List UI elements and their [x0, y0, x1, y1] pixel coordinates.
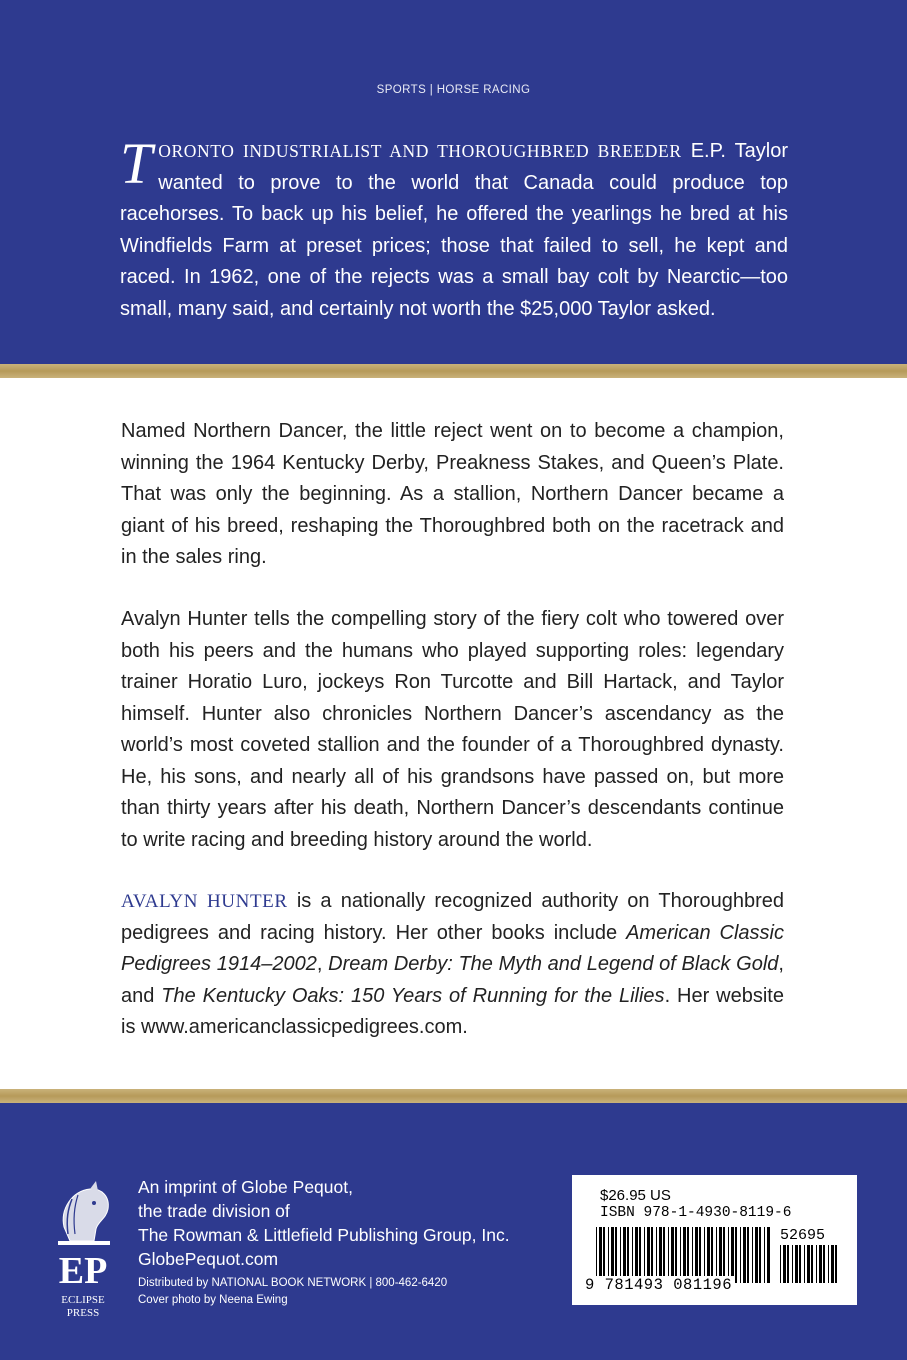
- barcode-bar: [695, 1227, 698, 1283]
- barcode-bar: [823, 1245, 825, 1283]
- barcode-bar: [783, 1245, 786, 1283]
- barcode-bar: [755, 1227, 758, 1283]
- barcode-bar: [711, 1227, 713, 1283]
- description-panel: [0, 378, 907, 1089]
- logo-letters: EP: [58, 1250, 108, 1292]
- barcode-bar: [699, 1227, 701, 1283]
- barcode-bar: [716, 1227, 717, 1283]
- bio-separator-1: ,: [316, 953, 329, 975]
- barcode-bar: [683, 1227, 686, 1283]
- barcode-bar: [675, 1227, 677, 1283]
- barcode-bar: [804, 1245, 805, 1283]
- barcode-bar: [620, 1227, 621, 1283]
- barcode-bar: [687, 1227, 689, 1283]
- barcode-bar: [828, 1245, 829, 1283]
- barcode-bar: [632, 1227, 633, 1283]
- barcode-bar: [831, 1245, 834, 1283]
- barcode-bar: [611, 1227, 614, 1283]
- author-name: AVALYN HUNTER: [121, 891, 288, 912]
- barcode-bar: [651, 1227, 653, 1283]
- imprint-line-2: the trade division of: [138, 1201, 290, 1221]
- intro-text: E.P. Taylor wanted to prove to the world that Canada could produce top racehorses. To back up his belief, he offered the yearlings he bred at his Windfields Farm at preset prices; those that failed to sell, he kept and raced. In 1962, one of the rejects was a small bay colt by Nearctic—too small, many said, and certainly not worth the $25,000 Taylor asked.: [120, 140, 789, 320]
- barcode-bar: [603, 1227, 605, 1283]
- barcode-bar: [615, 1227, 617, 1283]
- imprint-line-3: The Rowman & Littlefield Publishing Group, Inc.: [138, 1225, 510, 1245]
- barcode-bar: [647, 1227, 650, 1283]
- book-title-1: American Classic Pedigrees 1914–2002: [121, 921, 785, 975]
- photo-credit: Cover photo by Neena Ewing: [138, 1293, 288, 1306]
- bio-separator-2: , and: [121, 953, 784, 1007]
- barcode-bar: [811, 1245, 813, 1283]
- eclipse-press-logo-icon: [50, 1179, 116, 1339]
- barcode-bar: [635, 1227, 638, 1283]
- barcode-bar: [743, 1227, 746, 1283]
- barcode-bar: [807, 1245, 810, 1283]
- logo-name-line-1: ECLIPSE: [61, 1294, 105, 1306]
- barcode-bar: [835, 1245, 837, 1283]
- description-paragraph-1: Named Northern Dancer, the little reject went on to become a champion, winning the 1964 Kentucky Derby, Preakness Stakes, and Queen’s Plate. That was only the beginning. As a stallion, Northern Dancer became a giant of his breed, reshaping the Thoroughbred both on the racetrack and in the sales ring.: [121, 420, 784, 568]
- barcode-number: 9 781493 081196: [582, 1276, 735, 1294]
- isbn-label: ISBN 978-1-4930-8119-6: [600, 1205, 792, 1221]
- barcode-bar: [728, 1227, 729, 1283]
- barcode-bar: [752, 1227, 753, 1283]
- barcode-bar: [656, 1227, 657, 1283]
- barcode-bar: [767, 1227, 770, 1283]
- barcode-bar: [623, 1227, 626, 1283]
- barcode-bar: [787, 1245, 789, 1283]
- logo-name-line-2: PRESS: [66, 1307, 100, 1319]
- barcode-bar: [792, 1245, 793, 1283]
- barcode-bar: [764, 1227, 765, 1283]
- barcode-bar: [740, 1227, 741, 1283]
- addon-barcode-icon: [780, 1245, 842, 1283]
- barcode-bar: [819, 1245, 822, 1283]
- barcode-bar: [608, 1227, 609, 1283]
- barcode-addon-number: 52695: [780, 1227, 826, 1244]
- barcode-bar: [704, 1227, 705, 1283]
- ean-barcode-icon: [596, 1227, 772, 1283]
- barcode-bar: [627, 1227, 629, 1283]
- gold-divider-top: [0, 364, 907, 378]
- barcode-bar: [816, 1245, 817, 1283]
- barcode-bar: [692, 1227, 693, 1283]
- book-title-2: Dream Derby: The Myth and Legend of Black Gold: [328, 953, 779, 975]
- barcode-bar: [671, 1227, 674, 1283]
- bio-text-2: . Her website is www.americanclassicpedigrees.com.: [121, 984, 784, 1038]
- barcode-bar: [644, 1227, 645, 1283]
- barcode-bar: [747, 1227, 749, 1283]
- barcode-box: [572, 1175, 857, 1305]
- barcode-bar: [707, 1227, 710, 1283]
- description-paragraph-2: Avalyn Hunter tells the compelling story of the fiery colt who towered over both his peers and the humans who played supporting roles: legendary trainer Horatio Luro, jockeys Ron Turcotte and Bill Hartack, and Taylor himself. Hunter also chronicles Northern Dancer’s ascendancy as the world’s most coveted stallion and the founder of a Thoroughbred dynasty. He, his sons, and nearly all of his grandsons have passed on, but more than thirty years after his death, Northern Dancer’s descendants continue to write racing and breeding history around the world.: [121, 608, 784, 851]
- barcode-bar: [723, 1227, 725, 1283]
- price-label: $26.95 US: [600, 1187, 671, 1204]
- author-bio: [121, 886, 784, 1044]
- barcode-bar: [599, 1227, 602, 1283]
- intro-paragraph: [120, 131, 789, 325]
- barcode-bar: [759, 1227, 761, 1283]
- publisher-website: GlobePequot.com: [138, 1249, 279, 1269]
- bio-text-1: is a nationally recognized authority on Thoroughbred pedigrees and racing history. Her other books include: [121, 890, 785, 944]
- intro-smallcaps: ORONTO INDUSTRIALIST AND THOROUGHBRED BREEDER: [158, 141, 682, 161]
- barcode-bar: [596, 1227, 597, 1283]
- barcode-bar: [735, 1227, 737, 1283]
- barcode-bar: [680, 1227, 681, 1283]
- barcode-bar: [639, 1227, 641, 1283]
- distributor-line: Distributed by NATIONAL BOOK NETWORK | 800-462-6420: [138, 1277, 448, 1289]
- drop-cap: T: [120, 131, 153, 196]
- imprint-line-1: An imprint of Globe Pequot,: [138, 1177, 353, 1197]
- barcode-bar: [719, 1227, 722, 1283]
- barcode-bar: [659, 1227, 662, 1283]
- barcode-bar: [663, 1227, 665, 1283]
- category-label: SPORTS | HORSE RACING: [376, 84, 531, 96]
- barcode-bar: [799, 1245, 801, 1283]
- imprint-block: [138, 1175, 558, 1308]
- barcode-bar: [731, 1227, 734, 1283]
- gold-divider-bottom: [0, 1089, 907, 1103]
- top-blurb-panel: [0, 0, 907, 364]
- barcode-bar: [780, 1245, 781, 1283]
- barcode-bar: [795, 1245, 798, 1283]
- book-title-3: The Kentucky Oaks: 150 Years of Running for the Lilies: [161, 984, 665, 1007]
- publisher-panel: [0, 1103, 907, 1360]
- barcode-bar: [668, 1227, 669, 1283]
